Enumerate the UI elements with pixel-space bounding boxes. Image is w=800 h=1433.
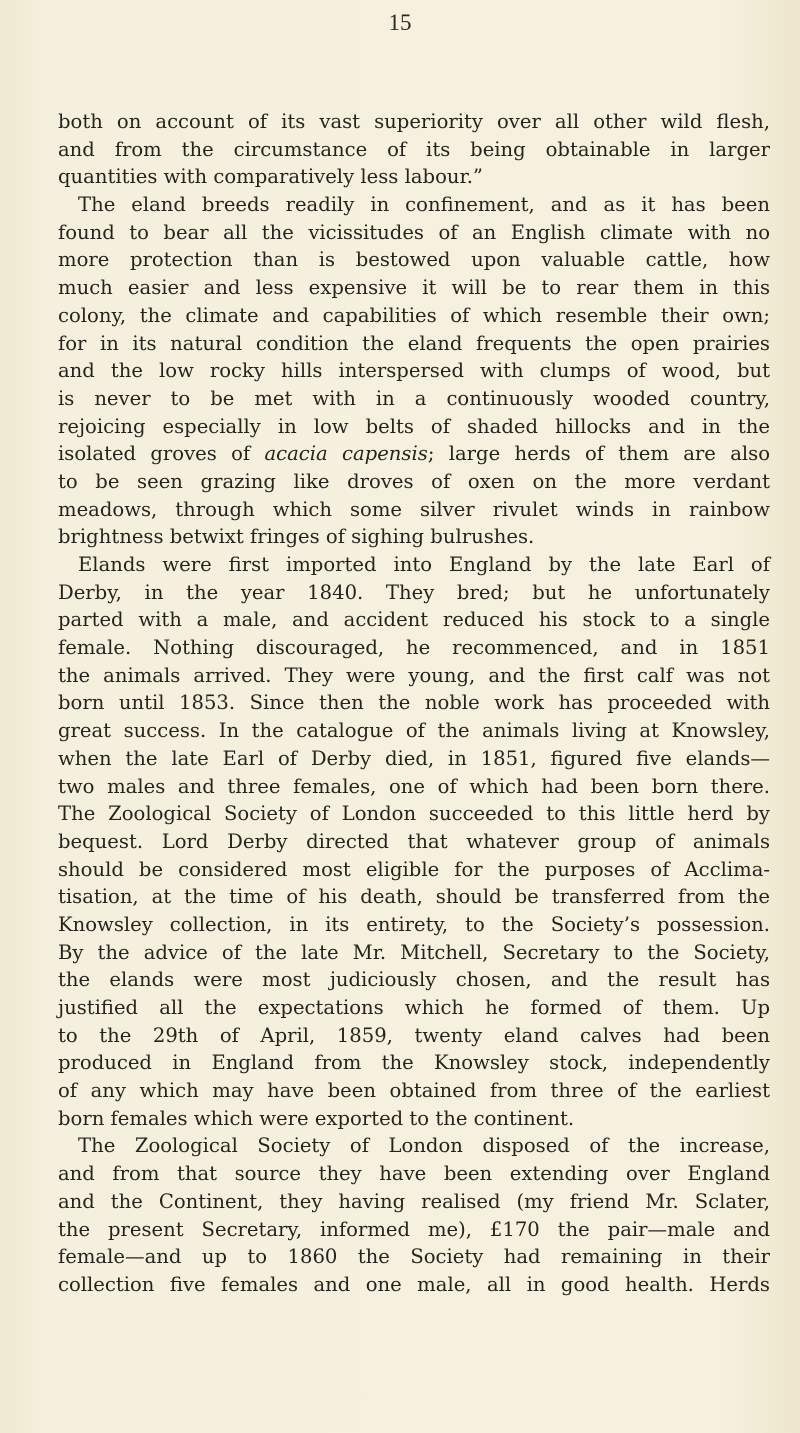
text-line: The eland breeds readily in confinement, and as it has been xyxy=(78,193,770,217)
text-line: born females which were exported to the continent. xyxy=(58,1106,575,1130)
text-line: collection five females and one male, all in good health. Herds xyxy=(58,1272,770,1296)
text-line: found to bear all the vicissitudes of an English climate with no xyxy=(58,220,770,244)
text-line: parted with a male, and accident reduced his stock to a single xyxy=(58,608,770,632)
text-line: to be seen grazing like droves of oxen on the more verdant xyxy=(58,469,770,493)
text-line: is never to be met with in a continuously wooded country, xyxy=(58,386,770,410)
text-line: two males and three females, one of which had been born there. xyxy=(58,774,770,798)
text-line: quantities with comparatively less labour.” xyxy=(58,165,483,189)
text-line: brightness betwixt fringes of sighing bulrushes. xyxy=(58,525,535,549)
text-line: both on account of its vast superiority over all other wild flesh, xyxy=(58,110,770,133)
text-line: By the advice of the late Mr. Mitchell, Secretary to the Society, xyxy=(58,940,770,964)
text-line: to the 29th of April, 1859, twenty eland calves had been xyxy=(58,1023,770,1047)
text-line: isolated groves of acacia capensis; large herds of them are also xyxy=(58,442,770,466)
page-number: 15 xyxy=(388,10,412,35)
text-line: and from that source they have been extending over England xyxy=(58,1162,770,1186)
text-line: rejoicing especially in low belts of shaded hillocks and in the xyxy=(58,414,770,438)
text-line: the elands were most judiciously chosen, and the result has xyxy=(58,968,770,992)
text-line: should be considered most eligible for the purposes of Acclima- xyxy=(58,857,770,881)
text-line: tisation, at the time of his death, should be transferred from the xyxy=(58,885,770,909)
text-line: The Zoological Society of London succeeded to this little herd by xyxy=(58,802,770,826)
text-line: Knowsley collection, in its entirety, to the Society’s possession. xyxy=(58,912,770,936)
text-line: produced in England from the Knowsley stock, independently xyxy=(58,1051,770,1075)
text-line: great success. In the catalogue of the animals living at Knowsley, xyxy=(58,719,770,743)
text-line: Derby, in the year 1840. They bred; but he unfortunately xyxy=(58,580,770,604)
text-line: and from the circumstance of its being obtainable in larger xyxy=(58,137,770,161)
text-line: female—and up to 1860 the Society had remaining in their xyxy=(58,1245,770,1269)
text-line: and the low rocky hills interspersed with clumps of wood, but xyxy=(58,359,770,383)
text-line: female. Nothing discouraged, he recommenced, and in 1851 xyxy=(58,636,770,660)
text-line: colony, the climate and capabilities of which resemble their own; xyxy=(58,303,770,327)
text-line: bequest. Lord Derby directed that whatever group of animals xyxy=(58,829,770,853)
text-line: when the late Earl of Derby died, in 1851, figured five elands— xyxy=(58,746,770,770)
text-line: The Zoological Society of London disposed of the increase, xyxy=(78,1134,770,1158)
text-line: the animals arrived. They were young, and the first calf was not xyxy=(58,663,770,687)
text-line: more protection than is bestowed upon valuable cattle, how xyxy=(58,248,770,272)
text-line: and the Continent, they having realised (my friend Mr. Sclater, xyxy=(58,1189,770,1213)
text-line: for in its natural condition the eland frequents the open prairies xyxy=(58,331,770,355)
text-line: meadows, through which some silver rivulet winds in rainbow xyxy=(58,497,770,521)
text-line: born until 1853. Since then the noble work has proceeded with xyxy=(58,691,770,715)
body-text xyxy=(58,108,770,1299)
text-line: Elands were first imported into England by the late Earl of xyxy=(78,553,770,576)
text-line: the present Secretary, informed me), £170 the pair—male and xyxy=(58,1217,770,1241)
text-line: much easier and less expensive it will be to rear them in this xyxy=(58,276,770,300)
text-line: justified all the expectations which he formed of them. Up xyxy=(58,996,770,1019)
text-line: of any which may have been obtained from three of the earliest xyxy=(58,1079,770,1103)
